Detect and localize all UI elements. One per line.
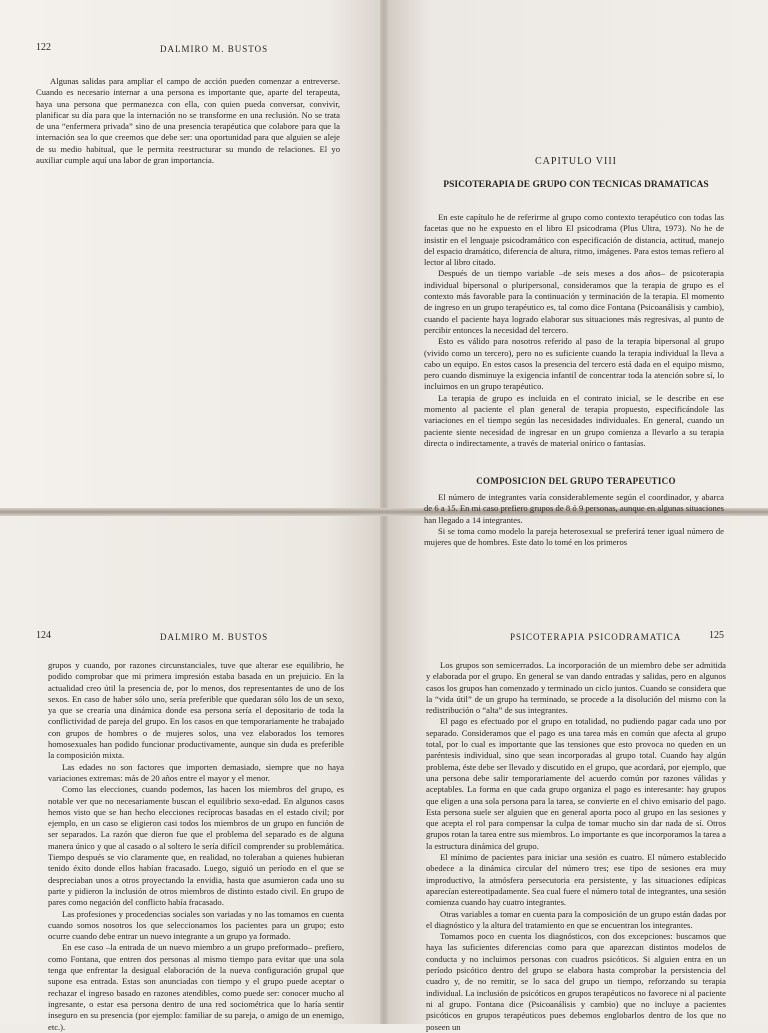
paragraph: Si se toma como modelo la pareja heterosexual se preferirá tener igual número de mujeres que de hombres. Este dato lo tomé en los primeros [424, 525, 724, 548]
paragraph: En ese caso –la entrada de un nuevo miembro a un grupo preformado– prefiero, como Fontana, que entren dos personas al mismo tiempo para evitar que una sola tenga que enfrentar la desigual elaboración de la nueva configuración grupal que supone esa entrada. Estas son anunciadas con tiempo y el grupo puede aceptar o rechazar el ingreso basado en razones atendibles, como puede ser: conocer mucho al ingresante, o estar esa persona dentro de una red sociométrica que lo haría sentir inseguro en su presencia (por ejemplo: familiar de su pareja, o amigo de un enemigo, etc.). [48, 942, 344, 1032]
paragraph: Las profesiones y procedencias sociales son variadas y no las tomamos en cuenta cuando somos nosotros los que seleccionamos los pacientes para un grupo; esto ocurre cuando debe entrar un nuevo integrante a un grupo ya formado. [48, 908, 344, 942]
paragraph: grupos y cuando, por razones circunstanciales, tuve que alterar ese equilibrio, he podido comprobar que mi primera impresión estaba basada en un prejuicio. En la actualidad creo útil la presencia de, por lo menos, dos representantes de uno de los sexos. En caso de haber sólo uno, sería preferible que quedaran sólo los de un sexo, ya que se crearía una dinámica donde esa persona sería el depositario de toda la conflictividad de pareja del grupo. En los casos en que temporariamente he trabajado con grupos de hombres o de mujeres solos, una vez elaborados los temores homosexuales han podido funcionar productivamente, aunque sin duda es preferible la composición mixta. [48, 660, 344, 761]
paragraph: Tomamos poco en cuenta los diagnósticos, con dos excepciones: buscamos que haya las suficientes diferencias como para que aparezcan distintos modelos de conducta y no incluimos personas con cuadros psicóticos. Si alguien entra en un período psicótico dentro del grupo se elabora hasta comprobar la persistencia del cuadro y, de no remitir, se lo saca del grupo un tiempo, reforzando su terapia individual. La inclusión de psicóticos en grupos terapéuticos no favorece ni al paciente ni al grupo. Fontana dice (Psicoanálisis y cambio) que no incluye a pacientes psicóticos en grupos terapéuticos pues debemos englobarlos dentro de los que no poseen un [426, 931, 726, 1032]
paragraph: Después de un tiempo variable –de seis meses a dos años– de psicoterapia individual bipersonal o pluripersonal, consideramos que la terapia de grupo es el contexto más favorable para la continuación y terminación de la terapia. El momento de ingreso en un grupo terapéutico es, tal como dice Fontana (Psicoanálisis y cambio), cuando el paciente haya logrado elaborar sus situaciones más regresivas, al punto de percibir entonces la necesidad del tercero. [424, 268, 724, 335]
paragraph: Otras variables a tomar en cuenta para la composición de un grupo están dadas por el diagnóstico y la altura del tratamiento en que se encuentran los integrantes. [426, 908, 726, 930]
running-head: DALMIRO M. BUSTOS [160, 632, 269, 642]
page-124-body [48, 660, 344, 1033]
body-text [424, 212, 724, 449]
page-number: 122 [36, 42, 51, 53]
chapter-title: PSICOTERAPIA DE GRUPO CON TECNICAS DRAMATICAS [443, 180, 709, 190]
running-head: DALMIRO M. BUSTOS [160, 44, 269, 54]
body-text [36, 76, 340, 166]
section-body [424, 492, 724, 548]
page-number: 125 [709, 630, 724, 641]
paragraph: El número de integrantes varía considerablemente según el coordinador, y abarca de 6 a 15. En mi caso prefiero grupos de 8 ó 9 personas, aunque en algunas situaciones han llegado a 14 integrantes. [424, 492, 724, 525]
section-heading: COMPOSICION DEL GRUPO TERAPEUTICO [476, 476, 676, 486]
page-122 [0, 0, 384, 512]
paragraph: Los grupos son semicerrados. La incorporación de un miembro debe ser admitida y elaborada por el grupo. En general se van dando entradas y salidas, pero en algunos casos los grupos han comenzado y terminado un ciclo juntos. Cuando se considera que la “vida útil” de un grupo ha terminado, se procede a la disolución del mismo con la redistribución o “alta” de sus integrantes. [426, 660, 726, 716]
paragraph: El mínimo de pacientes para iniciar una sesión es cuatro. El número establecido obedece a la dinámica circular del número tres; ese tipo de sesiones era muy improductivo, la atmósfera persecutoria era persistente, y las situaciones edípicas aparecían estereotipadamente. Sea cual fuere el número total de integrantes, una sesión comienza cuando hay cuatro integrantes. [426, 852, 726, 908]
page-123 [384, 0, 768, 512]
paragraph: Esto es válido para nosotros referido al paso de la terapia bipersonal al grupo (vivido como un tercero), pero no es suficiente cuando la terapia individual la lleva a cabo un equipo. En estos casos la presencia del tercero está dada en el equipo mismo, pero cuando disminuye la exigencia infantil de concentrar toda la atención sobre sí, lo incluimos en un grupo terapéutico. [424, 336, 724, 392]
chapter-heading: CAPITULO VIII [535, 156, 617, 167]
page-number: 124 [36, 630, 51, 641]
running-head: PSICOTERAPIA PSICODRAMATICA [510, 632, 682, 642]
paragraph: En este capítulo he de referirme al grupo como contexto terapéutico con todas las facetas que no he expuesto en el libro El psicodrama (Plus Ultra, 1973). No he de insistir en el lenguaje psicodramático con especificación de distancia, actitud, manejo del espacio dramático, diferencia de altura, ritmo, imágenes. Para estos temas refiero al lector al libro citado. [424, 212, 724, 268]
paragraph: Algunas salidas para ampliar el campo de acción pueden comenzar a entreverse. Cuando es necesario internar a una persona es importante que, aparte del terapeuta, haya una persona que permanezca con ella, con quien pueda conversar, convivir, planificar su día para que la internación no se transforme en una reclusión. No se trata de una “enfermera privada” sino de una presencia terapéutica que colabore para que la internación sea lo que creemos que debe ser: una oportunidad para que alguien se aleje de su medio habitual, que le permita reestructurar su mundo de relaciones. El yo auxiliar cumple aquí una labor de gran importancia. [36, 76, 340, 166]
paragraph: Las edades no son factores que importen demasiado, siempre que no haya variaciones extremas: más de 20 años entre el mayor y el menor. [48, 761, 344, 783]
paragraph: Como las elecciones, cuando podemos, las hacen los miembros del grupo, es notable ver que no necesariamente buscan el equilibrio sexo-edad. En algunos casos hemos visto que se han hecho elecciones recíprocas basadas en el estado civil; por ejemplo, en un caso se eligieron casi todos los miembros de un grupo en función de ser separados. La razón que dieron fue que el problema del separado es de alguna manera único y que al casado o al soltero le sería difícil comprender su problemática. Tiempo después se vio claramente que, en realidad, no toleraban a quienes hubieran tenido éxito donde ellos habían fracasado. Luego, siguió un período en el que se despreciaban unos a otros proyectando la envidia, hasta que asumieron cada uno su parte y pidieron la inclusión de otros miembros de distinto estado civil. En grupo de pares como negación del conflicto había fracasado. [48, 784, 344, 908]
page-125-body [426, 660, 726, 1033]
paragraph: El pago es efectuado por el grupo en totalidad, no pudiendo pagar cada uno por separado. Consideramos que el pago es una tarea más en común que afecta al grupo total, por lo cual es importante que las tensiones que esto provoca no queden en un paréntesis individual, sino que sean incorporadas al grupo total. Cuando hay algún problema, éste debe ser llevado y discutido en el grupo, que acordará, por ejemplo, que una persona debe salir temporariamente del acuerdo común por razones válidas y aceptables. La forma en que cada grupo organiza el pago es interesante: hay grupos que eligen a una sola persona para la tarea, se convierte en el chivo emisario del pago. Esta persona suele ser alguien que en general aporta poco al grupo en las sesiones y que acepta el rol para compensar la culpa de tomar mucho sin dar nada de sí. Otros grupos rotan la tarea entre sus miembros. Lo importante es que incorporamos la tarea a la estructura dinámica del grupo. [426, 716, 726, 851]
paragraph: La terapia de grupo es incluida en el contrato inicial, se le describe en ese momento al paciente el plan general de terapia propuesto, especificándole las variaciones en el tiempo según las necesidades individuales. En general, cuando un paciente siente necesidad de ingresar en un grupo comienza a llevarlo a su terapia directa o indirectamente, a través de material onírico o fantasías. [424, 392, 724, 448]
